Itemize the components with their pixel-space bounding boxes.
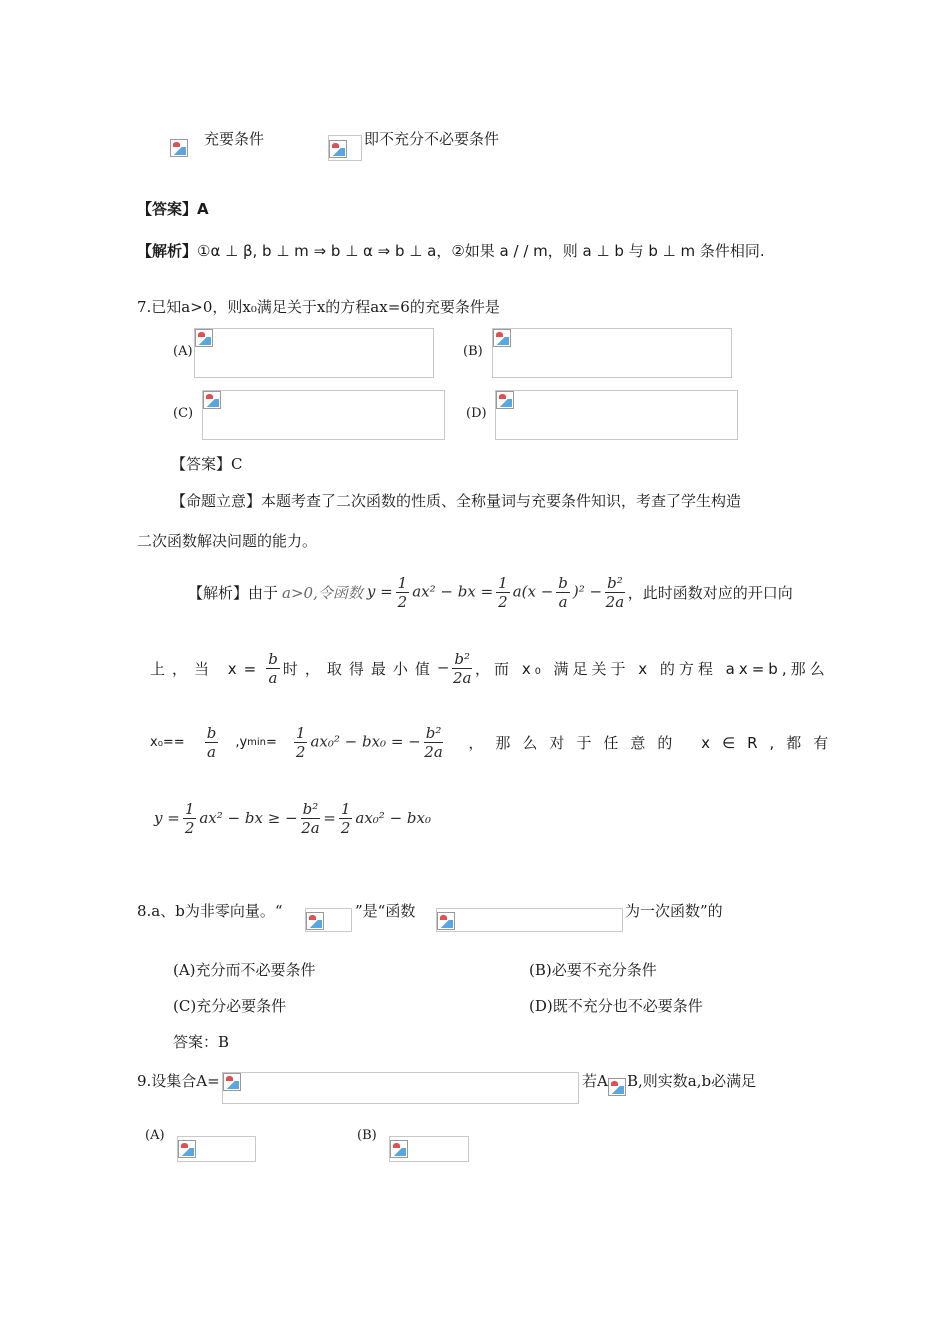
q7-option-c-label: (C) (173, 406, 194, 421)
q7-answer: 【答案】C (171, 455, 243, 473)
q8-option-a: (A)充分而不必要条件 (173, 961, 316, 979)
q6-analysis (137, 240, 765, 261)
q7-analysis-p1b: a>0,令函数 (282, 583, 363, 602)
q9-stem-c: B,则实数a,b必满足 (627, 1072, 757, 1090)
q7-analysis-line2 (150, 642, 829, 694)
broken-image-icon (306, 912, 324, 930)
q7-formula-ineq: y = $\frac{1}{2}$ ax² − bx ≥ − $\frac{\text{b²}}{2a}$ = $\frac{1}{2}$ ax₀² − bx₀ (154, 799, 431, 837)
q9-stem-b: 若A (582, 1072, 608, 1090)
broken-image-icon (390, 1140, 408, 1158)
broken-image-icon (329, 140, 347, 158)
q7-analysis-p3b-eq: = (266, 734, 277, 750)
broken-image-icon (496, 391, 514, 409)
q7-option-c-image (202, 390, 445, 440)
broken-image-icon (178, 1140, 196, 1158)
q7-option-a-label: (A) (173, 344, 193, 359)
q7-analysis-p2: 上，当 x= (150, 659, 264, 678)
q7-analysis-line3 (150, 716, 841, 768)
q8-option-d: (D)既不充分也不必要条件 (529, 997, 703, 1015)
q7-analysis-p3b: ,y (235, 734, 248, 750)
q9-stem-a: 9.设集合A= (137, 1072, 220, 1090)
q6-option-d-text: 即不充分不必要条件 (364, 130, 500, 148)
q7-analysis-p1c: ，此时函数对应的开口向 (627, 583, 793, 602)
q6-option-d-image (328, 135, 362, 161)
q8-option-c: (C)充分必要条件 (173, 997, 287, 1015)
broken-image-icon (493, 329, 511, 347)
q7-analysis-p3b-sub: min (247, 736, 266, 748)
broken-image-icon (203, 391, 221, 409)
q8-stem-a: 8.a、b为非零向量。“ (137, 902, 283, 920)
q8-stem-b: ”是“函数 (355, 902, 416, 920)
broken-image-icon (170, 139, 188, 157)
q8-option-b: (B)必要不充分条件 (529, 961, 657, 979)
q6-analysis-label: 【解析】 (137, 242, 198, 260)
q8-condition-image (305, 908, 352, 932)
q8-answer: 答案：B (173, 1033, 230, 1051)
q7-option-a-image (194, 328, 434, 378)
q7-analysis-p3a: x₀== (150, 734, 185, 750)
broken-image-icon (437, 912, 455, 930)
q9-subset-image (608, 1078, 628, 1100)
q7-intent-label: 【命题立意】 (171, 492, 262, 510)
q7-formula-ymin: $\frac{1}{2}$ ax₀² − bx₀ = − $\frac{\text{b²}}{2a}$ (295, 723, 443, 761)
q7-analysis-p1a: 由于 (248, 583, 279, 602)
q7-intent-line2: 二次函数解决问题的能力。 (137, 532, 318, 550)
q9-set-image (222, 1072, 579, 1104)
q6-option-c-text: 充要条件 (204, 130, 265, 148)
q6-analysis-body: ①α ⊥ β, b ⊥ m ⇒ b ⊥ α ⇒ b ⊥ a，②如果 a / / m，则 a ⊥ b 与 b ⊥ m 条件相同. (197, 242, 765, 260)
q8-stem-c: 为一次函数”的 (625, 902, 723, 920)
q7-option-b-image (492, 328, 732, 378)
q9-option-a-label: (A) (145, 1128, 165, 1143)
q7-formula-xeq: $\frac{b}{a}$ (268, 649, 278, 687)
q7-analysis-p2c: ，而 x₀ 满足关于 x 的方程 ax=b,那么 (475, 659, 829, 678)
q9-option-b-label: (B) (357, 1128, 377, 1143)
broken-image-icon (195, 329, 213, 347)
q7-intent (171, 490, 741, 511)
q7-option-b-label: (B) (463, 344, 483, 359)
q7-option-d-image (495, 390, 738, 440)
broken-image-icon (608, 1078, 626, 1096)
q6-answer: 【答案】A (137, 200, 209, 218)
q7-option-d-label: (D) (466, 406, 487, 421)
broken-image-icon (223, 1073, 241, 1091)
q7-analysis-p2b: 时，取得最小值 (282, 659, 437, 678)
q7-intent-line1: 本题考查了二次函数的性质、全称量词与充要条件知识，考查了学生构造 (261, 492, 742, 510)
q9-option-a-image (177, 1136, 256, 1162)
q7-analysis-label: 【解析】 (188, 583, 249, 602)
q7-analysis-p3c: ，那么对于任意的 x∈R,都有 (468, 733, 841, 752)
q6-option-c-image (170, 135, 196, 161)
q7-formula-1: y = $\frac{1}{2}$ ax² − bx = $\frac{1}{2}$ a(x − $\frac{b}{a}$ )² − $\frac{\text{b²}}{2a}$ (366, 573, 625, 611)
q7-stem: 7.已知a>0，则x₀满足关于x的方程ax=6的充要条件是 (137, 298, 500, 316)
q8-function-image (436, 908, 623, 932)
q7-formula-x0: $\frac{b}{a}$ (206, 723, 217, 761)
q9-option-b-image (389, 1136, 469, 1162)
q7-formula-min: − $\frac{\text{b²}}{2a}$ (436, 649, 472, 687)
q7-analysis-line1 (188, 566, 793, 618)
